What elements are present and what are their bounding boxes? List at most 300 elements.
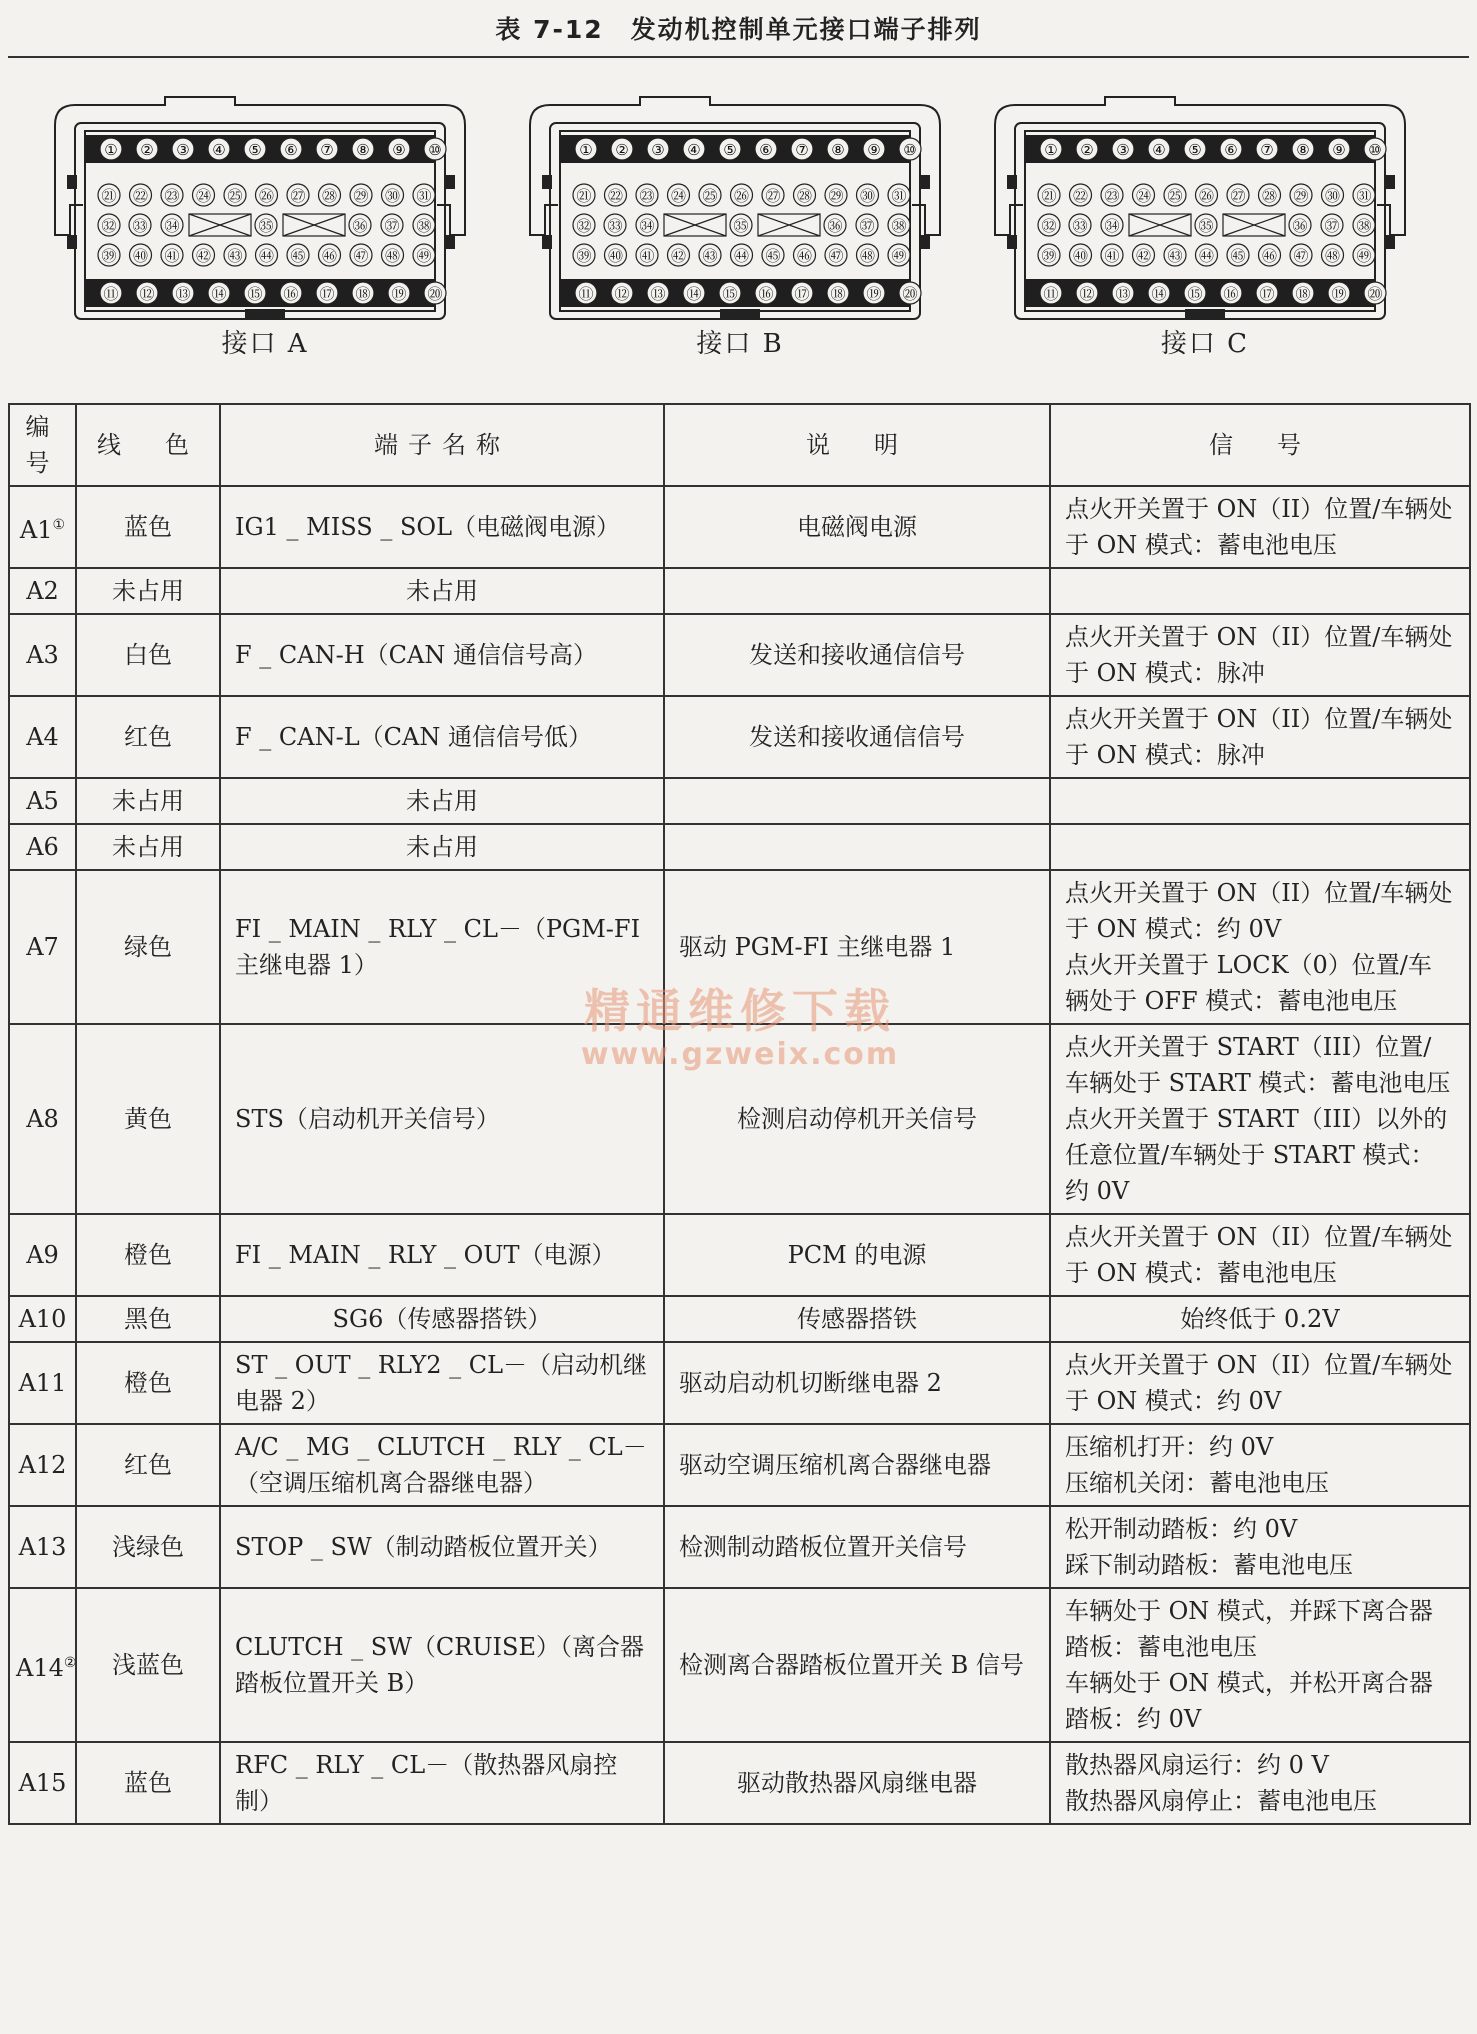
pin-number: ㉑ — [576, 187, 592, 205]
pin-number: ⑮ — [247, 285, 263, 303]
cell-id-text: A14 — [16, 1653, 64, 1682]
pin-number: ⑧ — [831, 141, 845, 159]
pin-number: ⑥ — [759, 141, 773, 159]
pin-number: ㊳ — [891, 217, 907, 235]
pin-number: ㊺ — [290, 247, 306, 265]
cell-terminal-name: STS（启动机开关信号） — [220, 1024, 664, 1214]
table-row — [9, 870, 1470, 1024]
pin-number: ㉟ — [733, 217, 749, 235]
cell-signal — [1050, 1588, 1470, 1742]
pin-number: ⑭ — [211, 285, 227, 303]
cell-wire-color: 红色 — [76, 696, 220, 778]
pin-number: ② — [1080, 141, 1094, 159]
cell-wire-color: 未占用 — [76, 778, 220, 824]
pin-number: ⑥ — [284, 141, 298, 159]
table-row — [9, 1506, 1470, 1588]
cell-id-text: A7 — [26, 933, 59, 961]
pin-number: ㊾ — [1356, 247, 1372, 265]
pin-number: ㊵ — [607, 247, 624, 265]
header-description: 说 明 — [664, 404, 1050, 486]
side-notch — [67, 235, 77, 249]
pin-number: ⑨ — [1332, 141, 1346, 159]
cell-description: 检测离合器踏板位置开关 B 信号 — [664, 1588, 1050, 1742]
title-rule — [8, 56, 1469, 58]
pin-number: ㊳ — [416, 217, 432, 235]
cell-description: 驱动散热器风扇继电器 — [664, 1742, 1050, 1824]
signal-line: 点火开关置于 ON（II）位置/车辆处于 ON 模式：脉冲 — [1065, 623, 1453, 687]
cell-signal — [1050, 1424, 1470, 1506]
signal-line: 点火开关置于 ON（II）位置/车辆处于 ON 模式：蓄电池电压 — [1065, 1223, 1453, 1287]
pin-number: ㊾ — [416, 247, 432, 265]
connector-c — [985, 95, 1425, 365]
connector-b — [520, 95, 960, 365]
cell-id-text: A2 — [26, 577, 59, 605]
connector-a-drawing — [45, 95, 485, 320]
cell-id-text: A9 — [26, 1241, 59, 1269]
pin-number: ㊷ — [195, 247, 212, 265]
pin-number: ㊹ — [1198, 247, 1215, 265]
pin-number: ⑦ — [1260, 141, 1274, 159]
side-notch — [67, 175, 77, 189]
pin-number: ⑥ — [1224, 141, 1238, 159]
cell-signal — [1050, 568, 1470, 614]
pin-number: ㊸ — [227, 247, 243, 265]
pin-number: ⑧ — [356, 141, 370, 159]
pin-number: ④ — [687, 141, 701, 159]
cell-id — [9, 1742, 76, 1824]
pin-number: ㉜ — [1041, 217, 1057, 235]
signal-line: 点火开关置于 START（III）位置/车辆处于 START 模式：蓄电池电压 — [1065, 1033, 1451, 1097]
pin-number: ㊻ — [321, 247, 338, 265]
pin-number: ㉔ — [670, 187, 687, 205]
pin-number: ⑬ — [650, 285, 666, 303]
pin-number: ㉔ — [195, 187, 212, 205]
cell-id — [9, 1342, 76, 1424]
pin-number: ㉚ — [384, 187, 401, 205]
pin-number: ⑤ — [1188, 141, 1202, 159]
pin-number: ㉔ — [1135, 187, 1152, 205]
cell-signal — [1050, 696, 1470, 778]
pin-number: ㊹ — [258, 247, 275, 265]
pin-number: ㉜ — [576, 217, 592, 235]
cell-signal — [1050, 1742, 1470, 1824]
header-row — [9, 404, 1470, 486]
pin-number: ㊲ — [859, 217, 875, 235]
connector-b-drawing — [520, 95, 960, 320]
cell-terminal-name: F _ CAN-H（CAN 通信信号高） — [220, 614, 664, 696]
pin-number: ⑲ — [866, 285, 882, 303]
pin-number: ⑬ — [175, 285, 191, 303]
pin-number: ⑦ — [320, 141, 334, 159]
cell-signal — [1050, 1214, 1470, 1296]
cell-terminal-name: ST _ OUT _ RLY2 _ CL－（启动机继电器 2） — [220, 1342, 664, 1424]
cell-wire-color: 未占用 — [76, 568, 220, 614]
pin-number: ① — [579, 141, 593, 159]
pin-number: ㉙ — [828, 187, 844, 205]
locking-tab — [720, 309, 760, 320]
table-row — [9, 1342, 1470, 1424]
pin-number: ㊱ — [352, 217, 368, 235]
cell-wire-color: 白色 — [76, 614, 220, 696]
cell-signal — [1050, 1506, 1470, 1588]
pin-number: ⑫ — [1079, 285, 1095, 303]
pin-number: ㉙ — [1293, 187, 1309, 205]
footnote-mark: ① — [52, 516, 66, 533]
pin-number: ㊺ — [1230, 247, 1246, 265]
side-notch — [542, 175, 552, 189]
cell-id — [9, 1588, 76, 1742]
side-notch — [542, 235, 552, 249]
watermark-url: www.gzweix.com — [580, 1037, 900, 1072]
pin-number: ④ — [1152, 141, 1166, 159]
cell-description: PCM 的电源 — [664, 1214, 1050, 1296]
signal-line: 点火开关置于 LOCK（0）位置/车辆处于 OFF 模式：蓄电池电压 — [1065, 951, 1432, 1015]
cell-terminal-name: FI _ MAIN _ RLY _ CL－（PGM-FI 主继电器 1） — [220, 870, 664, 1024]
pin-number: ⑧ — [1296, 141, 1310, 159]
pin-number: ㊺ — [765, 247, 781, 265]
pin-number: ㉑ — [1041, 187, 1057, 205]
pin-number: ㉖ — [258, 187, 275, 205]
cell-id-text: A10 — [18, 1305, 67, 1333]
cell-id-text: A11 — [18, 1369, 67, 1397]
cell-terminal-name: F _ CAN-L（CAN 通信信号低） — [220, 696, 664, 778]
side-notch — [1385, 175, 1395, 189]
pin-number: ㊱ — [1292, 217, 1308, 235]
side-notch — [1007, 235, 1017, 249]
cell-id — [9, 1024, 76, 1214]
cell-id-text: A8 — [26, 1105, 59, 1133]
header-wire-color: 线 色 — [76, 404, 220, 486]
side-notch — [445, 175, 455, 189]
pin-number: ⑲ — [1331, 285, 1347, 303]
header-signal: 信 号 — [1050, 404, 1470, 486]
pin-number: ① — [104, 141, 118, 159]
pin-number: ㊽ — [859, 247, 876, 265]
pin-number: ⑭ — [1151, 285, 1167, 303]
pin-number: ⑳ — [902, 285, 918, 303]
pin-number: ⑪ — [578, 285, 594, 303]
cell-description — [664, 568, 1050, 614]
cell-description: 电磁阀电源 — [664, 486, 1050, 568]
pin-number: ㉑ — [101, 187, 117, 205]
cell-wire-color: 未占用 — [76, 824, 220, 870]
table-row — [9, 1742, 1470, 1824]
footnote-mark: ② — [63, 1654, 77, 1671]
table-row — [9, 568, 1470, 614]
cell-signal — [1050, 1342, 1470, 1424]
watermark-title: 精通维修下载 — [584, 984, 896, 1038]
cell-description — [664, 824, 1050, 870]
cell-terminal-name: 未占用 — [220, 568, 664, 614]
cell-wire-color: 黄色 — [76, 1024, 220, 1214]
pin-number: ㊴ — [101, 247, 117, 265]
cell-wire-color: 橙色 — [76, 1214, 220, 1296]
pin-number: ㉖ — [733, 187, 750, 205]
pin-number: ⑱ — [355, 285, 371, 303]
pin-number: ㉞ — [1104, 217, 1120, 235]
pin-number: ⑮ — [1187, 285, 1203, 303]
locking-tab — [1185, 309, 1225, 320]
pin-number: ㊽ — [1324, 247, 1341, 265]
cell-id-text: A12 — [18, 1451, 67, 1479]
side-notch — [1385, 235, 1395, 249]
pin-number: ㉒ — [1072, 187, 1089, 205]
header-id: 编 号 — [9, 404, 76, 486]
pin-number: ㊼ — [1293, 247, 1309, 265]
pin-number: ㊸ — [702, 247, 718, 265]
pin-number: ③ — [1116, 141, 1130, 159]
pin-number: ㉛ — [891, 187, 907, 205]
pin-number: ㊼ — [828, 247, 844, 265]
table-row — [9, 778, 1470, 824]
pin-number: ㊸ — [1167, 247, 1183, 265]
pin-number: ㊽ — [384, 247, 401, 265]
pin-number: ④ — [212, 141, 226, 159]
table-row — [9, 696, 1470, 778]
pin-number: ㉝ — [132, 217, 148, 235]
cell-wire-color: 橙色 — [76, 1342, 220, 1424]
housing-outline — [55, 97, 465, 235]
side-notch — [920, 175, 930, 189]
table-row — [9, 486, 1470, 568]
pin-number: ㉝ — [607, 217, 623, 235]
pin-number: ㉛ — [1356, 187, 1372, 205]
pin-number: ② — [140, 141, 154, 159]
table-row — [9, 1588, 1470, 1742]
pin-number: ⑨ — [867, 141, 881, 159]
cell-id — [9, 568, 76, 614]
pin-number: ㊲ — [1324, 217, 1340, 235]
pin-number: ⑩ — [1368, 141, 1382, 159]
pin-number: ㊻ — [796, 247, 813, 265]
pin-number: ⑪ — [1043, 285, 1059, 303]
signal-line: 点火开关置于 START（III）以外的任意位置/车辆处于 START 模式：约 0V — [1065, 1105, 1448, 1205]
signal-line: 点火开关置于 ON（II）位置/车辆处于 ON 模式：约 0V — [1065, 1351, 1453, 1415]
pin-number: ⑤ — [248, 141, 262, 159]
cell-signal — [1050, 486, 1470, 568]
cell-id — [9, 1296, 76, 1342]
pin-number: ㉙ — [353, 187, 369, 205]
pin-number: ㉗ — [765, 187, 781, 205]
pin-number: ⑯ — [758, 285, 774, 303]
cell-id — [9, 614, 76, 696]
table-title: 表 7-12 发动机控制单元接口端子排列 — [495, 15, 982, 44]
pin-number: ⑬ — [1115, 285, 1131, 303]
cell-wire-color: 浅绿色 — [76, 1506, 220, 1588]
signal-line: 松开制动踏板：约 0V — [1065, 1515, 1298, 1543]
cell-wire-color: 蓝色 — [76, 486, 220, 568]
pin-number: ㊴ — [1041, 247, 1057, 265]
cell-description — [664, 778, 1050, 824]
pin-number: ㊷ — [1135, 247, 1152, 265]
pin-number: ㉞ — [164, 217, 180, 235]
cell-signal — [1050, 778, 1470, 824]
cell-id — [9, 870, 76, 1024]
connector-b-label: 接口 B — [696, 329, 784, 359]
signal-line: 车辆处于 ON 模式，并踩下离合器踏板：蓄电池电压 — [1065, 1597, 1433, 1661]
pin-number: ⑲ — [391, 285, 407, 303]
pin-number: ⑫ — [614, 285, 630, 303]
pin-number: ㊶ — [639, 247, 655, 265]
cell-terminal-name: SG6（传感器搭铁） — [220, 1296, 664, 1342]
cell-description: 驱动空调压缩机离合器继电器 — [664, 1424, 1050, 1506]
cell-id-text: A3 — [26, 641, 59, 669]
cell-id — [9, 1506, 76, 1588]
cell-description: 发送和接收通信信号 — [664, 614, 1050, 696]
pin-number: ⑮ — [722, 285, 738, 303]
pin-number: ⑰ — [319, 285, 335, 303]
pin-number: ㊵ — [132, 247, 149, 265]
signal-line: 踩下制动踏板：蓄电池电压 — [1065, 1551, 1353, 1579]
terminal-table — [8, 403, 1471, 1825]
cell-description: 驱动启动机切断继电器 2 — [664, 1342, 1050, 1424]
cell-terminal-name: 未占用 — [220, 778, 664, 824]
housing-outline — [995, 97, 1405, 235]
side-notch — [1007, 175, 1017, 189]
table-row — [9, 614, 1470, 696]
pin-number: ㊱ — [827, 217, 843, 235]
signal-line: 点火开关置于 ON（II）位置/车辆处于 ON 模式：蓄电池电压 — [1065, 495, 1453, 559]
cell-id-text: A4 — [26, 723, 59, 751]
pin-number: ㉖ — [1198, 187, 1215, 205]
housing-outline — [530, 97, 940, 235]
table-row — [9, 1214, 1470, 1296]
pin-number: ㊷ — [670, 247, 687, 265]
pin-number: ⑩ — [428, 141, 442, 159]
cell-id — [9, 824, 76, 870]
pin-number: ⑭ — [686, 285, 702, 303]
pin-number: ㉕ — [702, 187, 718, 205]
cell-signal — [1050, 870, 1470, 1024]
cell-id — [9, 1424, 76, 1506]
pin-number: ㉚ — [859, 187, 876, 205]
pin-number: ⑰ — [1259, 285, 1275, 303]
signal-line: 点火开关置于 ON（II）位置/车辆处于 ON 模式：脉冲 — [1065, 705, 1453, 769]
cell-description: 检测启动停机开关信号 — [664, 1024, 1050, 1214]
pin-number: ㉛ — [416, 187, 432, 205]
pin-number: ㉗ — [1230, 187, 1246, 205]
pin-number: ㊻ — [1261, 247, 1278, 265]
pin-number: ㊴ — [576, 247, 592, 265]
pin-number: ㉕ — [1167, 187, 1183, 205]
cell-wire-color: 绿色 — [76, 870, 220, 1024]
connector-a — [45, 95, 485, 365]
signal-line: 压缩机打开：约 0V — [1065, 1433, 1274, 1461]
signal-line: 压缩机关闭：蓄电池电压 — [1065, 1469, 1329, 1497]
locking-tab — [245, 309, 285, 320]
pin-number: ③ — [651, 141, 665, 159]
pin-number: ⑦ — [795, 141, 809, 159]
cell-signal — [1050, 1024, 1470, 1214]
pin-number: ⑯ — [283, 285, 299, 303]
pin-number: ⑰ — [794, 285, 810, 303]
pin-number: ⑨ — [392, 141, 406, 159]
pin-number: ㊶ — [164, 247, 180, 265]
pin-number: ㉞ — [639, 217, 655, 235]
cell-description: 检测制动踏板位置开关信号 — [664, 1506, 1050, 1588]
cell-wire-color: 红色 — [76, 1424, 220, 1506]
pin-number: ⑩ — [903, 141, 917, 159]
cell-terminal-name: A/C _ MG _ CLUTCH _ RLY _ CL－（空调压缩机离合器继电器） — [220, 1424, 664, 1506]
pin-number: ⑳ — [427, 285, 443, 303]
signal-line: 始终低于 0.2V — [1180, 1305, 1340, 1333]
cell-id — [9, 1214, 76, 1296]
cell-terminal-name: CLUTCH _ SW（CRUISE）（离合器踏板位置开关 B） — [220, 1588, 664, 1742]
table-row — [9, 1024, 1470, 1214]
cell-terminal-name: IG1 _ MISS _ SOL（电磁阀电源） — [220, 486, 664, 568]
pin-number: ㊶ — [1104, 247, 1120, 265]
connector-a-label: 接口 A — [221, 329, 309, 359]
pin-number: ⑱ — [1295, 285, 1311, 303]
cell-id-text: A6 — [26, 833, 59, 861]
header-terminal-name: 端子名称 — [220, 404, 664, 486]
pin-number: ② — [615, 141, 629, 159]
pin-number: ⑤ — [723, 141, 737, 159]
cell-wire-color: 蓝色 — [76, 1742, 220, 1824]
signal-line: 车辆处于 ON 模式，并松开离合器踏板：约 0V — [1065, 1669, 1433, 1733]
table-row — [9, 1424, 1470, 1506]
cell-id-text: A1 — [19, 515, 53, 544]
cell-description: 发送和接收通信信号 — [664, 696, 1050, 778]
cell-terminal-name: FI _ MAIN _ RLY _ OUT（电源） — [220, 1214, 664, 1296]
signal-line: 散热器风扇停止：蓄电池电压 — [1065, 1787, 1377, 1815]
cell-terminal-name: RFC _ RLY _ CL－（散热器风扇控制） — [220, 1742, 664, 1824]
cell-id — [9, 778, 76, 824]
cell-terminal-name: STOP _ SW（制动踏板位置开关） — [220, 1506, 664, 1588]
cell-signal — [1050, 824, 1470, 870]
signal-line: 点火开关置于 ON（II）位置/车辆处于 ON 模式：约 0V — [1065, 879, 1453, 943]
connector-diagrams — [0, 95, 1477, 365]
pin-number: ⑳ — [1367, 285, 1383, 303]
pin-number: ㉜ — [101, 217, 117, 235]
pin-number: ㊼ — [353, 247, 369, 265]
cell-id — [9, 486, 76, 568]
cell-signal — [1050, 614, 1470, 696]
pin-number: ㊾ — [891, 247, 907, 265]
pin-number: ㉓ — [164, 187, 180, 205]
pin-number: ③ — [176, 141, 190, 159]
pin-number: ㉟ — [1198, 217, 1214, 235]
table-row — [9, 824, 1470, 870]
pin-number: ⑫ — [139, 285, 155, 303]
pin-number: ㉒ — [607, 187, 624, 205]
signal-line: 散热器风扇运行：约 0 V — [1065, 1751, 1329, 1779]
pin-number: ⑯ — [1223, 285, 1239, 303]
pin-number: ㉝ — [1072, 217, 1088, 235]
connector-c-drawing — [985, 95, 1425, 320]
pin-number: ㉘ — [1261, 187, 1278, 205]
pin-number: ㉕ — [227, 187, 243, 205]
pin-number: ㉟ — [258, 217, 274, 235]
pin-number: ㉓ — [639, 187, 655, 205]
cell-id — [9, 696, 76, 778]
side-notch — [445, 235, 455, 249]
cell-description: 传感器搭铁 — [664, 1296, 1050, 1342]
cell-signal — [1050, 1296, 1470, 1342]
cell-wire-color: 浅蓝色 — [76, 1588, 220, 1742]
table-row — [9, 1296, 1470, 1342]
pin-number: ⑪ — [103, 285, 119, 303]
cell-id-text: A13 — [18, 1533, 67, 1561]
cell-id-text: A15 — [18, 1769, 67, 1797]
cell-description: 驱动 PGM-FI 主继电器 1 — [664, 870, 1050, 1024]
pin-number: ㊲ — [384, 217, 400, 235]
pin-number: ① — [1044, 141, 1058, 159]
pin-number: ⑱ — [830, 285, 846, 303]
pin-number: ㉗ — [290, 187, 306, 205]
pin-number: ㊳ — [1356, 217, 1372, 235]
pin-number: ㉘ — [796, 187, 813, 205]
